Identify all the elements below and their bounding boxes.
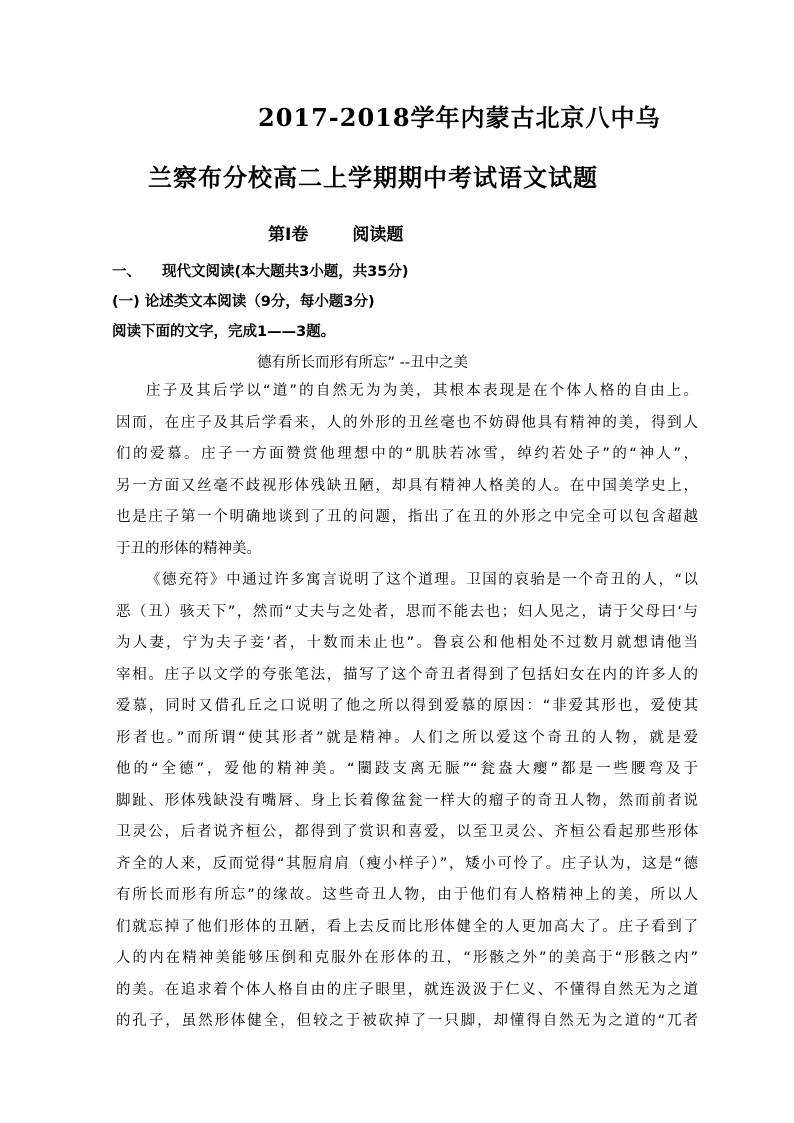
- volume-heading: [268, 220, 403, 245]
- essay-line: 们的爱慕。庄子一方面赞赏他理想中的“肌肤若冰雪，绰约若处子”的“神人”，: [116, 446, 698, 462]
- essay-line: 的孔子，虽然形体健全，但较之于被砍掉了一只脚，却懂得自然无为之道的“兀者: [116, 1013, 698, 1029]
- essay-line: 爱慕，同时又借孔丘之口说明了他之所以得到爱慕的原因：“非爱其形也，爱使其: [116, 698, 698, 714]
- essay-line: 有所长而形有所忘”的缘故。这些奇丑人物，由于他们有人格精神上的美，所以人: [116, 887, 698, 903]
- essay-line: 庄子及其后学以“道”的自然无为为美，其根本表现是在个体人格的自由上。: [146, 383, 698, 399]
- essay-line: 脚趾、形体残缺没有嘴唇、身上长着像盆瓮一样大的瘤子的奇丑人物，然而前者说: [116, 792, 698, 809]
- essay-line: 形者也。”而所谓“使其形者”就是精神。人们之所以爱这个奇丑的人物，就是爱: [116, 729, 698, 746]
- document-title-line-2: 兰察布分校高二上学期期中考试语文试题: [148, 163, 598, 192]
- essay-line: 齐全的人来，反而觉得“其脰肩肩（瘦小样子）”，矮小可怜了。庄子认为，这是“德: [116, 855, 698, 872]
- essay-line: 卫灵公，后者说齐桓公，都得到了赏识和喜爱，以至卫灵公、齐桓公看起那些形体: [116, 824, 698, 840]
- essay-line: 他的“全德”，爱他的精神美。“闉跂支离无脤”“瓮盎大瘿”都是一些腰弯及于: [116, 761, 698, 777]
- essay-line: 于丑的形体的精神美。: [116, 540, 261, 557]
- essay-line: 为人妻，宁为夫子妾’者，十数而未止也”。鲁哀公和他相处不过数月就想请他当: [116, 635, 698, 651]
- reading-instruction: 阅读下面的文字，完成1——3题。: [112, 324, 336, 340]
- essay-line: 也是庄子第一个明确地谈到了丑的问题，指出了在丑的外形之中完全可以包含超越: [116, 509, 698, 525]
- document-title-line-1: 2017-2018学年内蒙古北京八中乌: [258, 103, 661, 132]
- essay-body: [116, 376, 698, 1038]
- volume-name: 阅读题: [352, 225, 404, 245]
- essay-line: 人的内在精神美能够压倒和克服外在形体的丑，“形骸之外”的美高于“形骸之内”: [116, 950, 698, 966]
- essay-line: 宰相。庄子以文学的夸张笔法，描写了这个奇丑者得到了包括妇女在内的许多人的: [116, 666, 698, 683]
- part-title: 现代文阅读(本大题共3小题，共35分): [162, 264, 409, 280]
- volume-label: 第Ⅰ卷: [268, 225, 309, 245]
- essay-line: 们就忘掉了他们形体的丑陋，看上去反而比形体健全的人更加高大了。庄子看到了: [116, 918, 698, 935]
- essay-line: 《德充符》中通过许多寓言说明了这个道理。卫国的哀骀是一个奇丑的人，“以: [146, 572, 698, 588]
- essay-line: 恶（丑）骇天下”，然而“丈夫与之处者，思而不能去也；妇人见之，请于父母曰‘与: [116, 603, 698, 620]
- essay-line: 另一方面又丝毫不歧视形体残缺丑陋，却具有精神人格美的人。在中国美学史上，: [116, 477, 698, 494]
- essay-line: 因而，在庄子及其后学看来，人的外形的丑丝毫也不妨碍他具有精神的美，得到人: [116, 414, 698, 431]
- essay-line: 的美。在追求着个体人格自由的庄子眼里，就连汲汲于仁义、不懂得自然无为之道: [116, 981, 698, 998]
- part-number: 一、: [112, 264, 141, 280]
- essay-title: 德有所长而形有所忘” --丑中之美: [257, 355, 469, 371]
- subsection-heading: (一) 论述类文本阅读（9分，每小题3分): [112, 294, 375, 310]
- part-heading: [112, 260, 409, 281]
